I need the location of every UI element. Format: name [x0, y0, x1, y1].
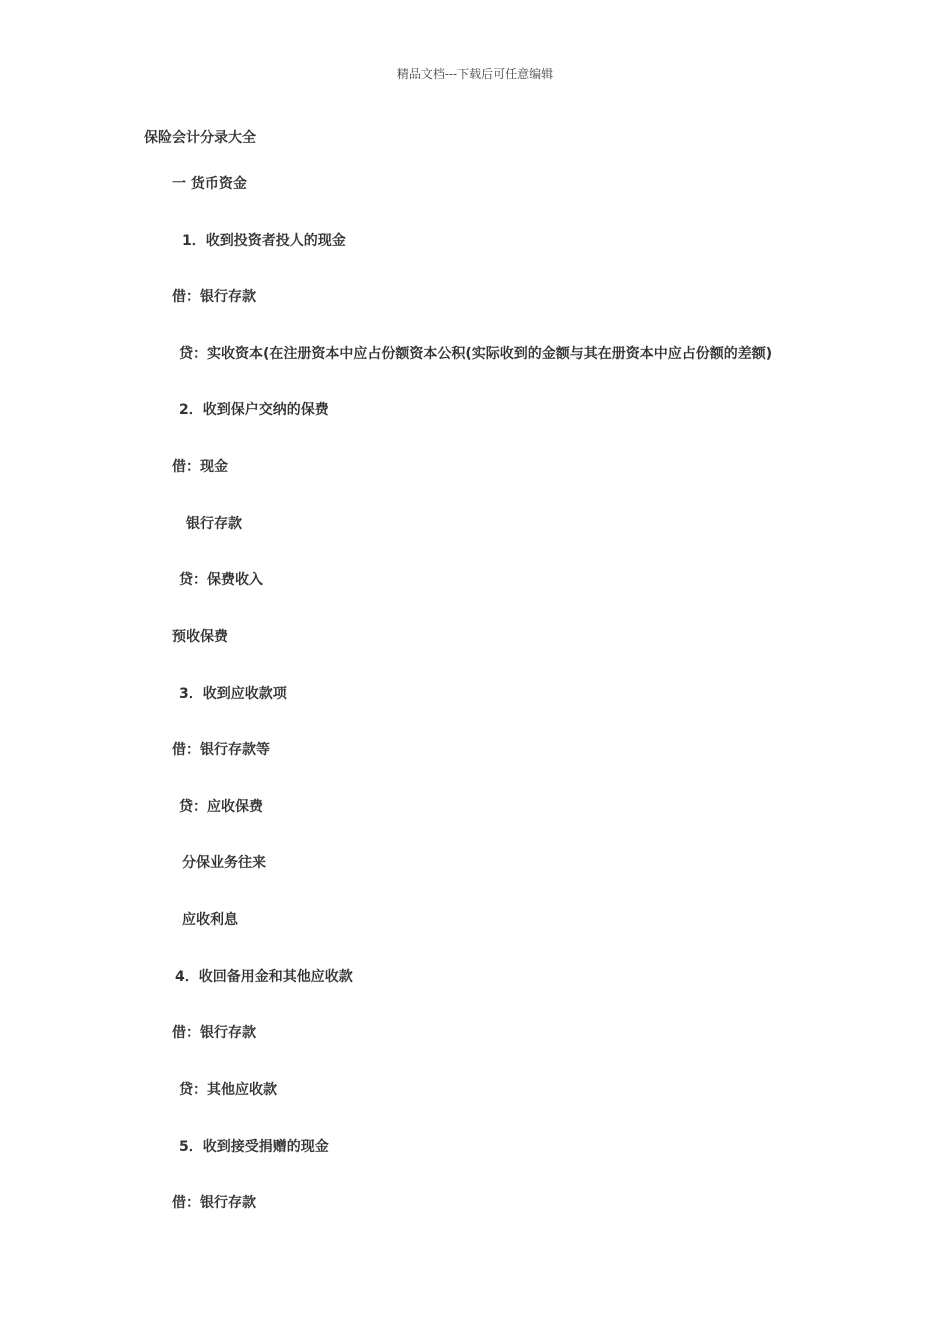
entry-heading: 2．收到保户交纳的保费	[179, 402, 329, 418]
debit-line: 借：银行存款等	[172, 742, 270, 758]
debit-line: 借：银行存款	[172, 1195, 256, 1211]
entry-heading: 4．收回备用金和其他应收款	[175, 969, 353, 985]
entry-heading: 1．收到投资者投人的现金	[182, 233, 346, 249]
document-title: 保险会计分录大全	[144, 130, 256, 146]
entry-heading: 5．收到接受捐赠的现金	[179, 1139, 329, 1155]
credit-line: 贷：应收保费	[179, 799, 263, 815]
debit-line: 银行存款	[186, 516, 242, 532]
page-header: 精品文档---下载后可任意编辑	[396, 67, 554, 81]
credit-line: 贷：其他应收款	[179, 1082, 277, 1098]
debit-line: 借：银行存款	[172, 289, 256, 305]
credit-line: 应收利息	[182, 912, 238, 928]
debit-line: 借：现金	[172, 459, 228, 475]
credit-line: 贷：实收资本(在注册资本中应占份额资本公积(实际收到的金额与其在册资本中应占份额的差额)	[179, 346, 773, 362]
section-heading: 一 货币资金	[172, 176, 247, 192]
credit-line: 分保业务往来	[182, 855, 266, 871]
credit-line: 预收保费	[172, 629, 228, 645]
credit-line: 贷：保费收入	[179, 572, 263, 588]
debit-line: 借：银行存款	[172, 1025, 256, 1041]
entry-heading: 3．收到应收款项	[179, 686, 287, 702]
